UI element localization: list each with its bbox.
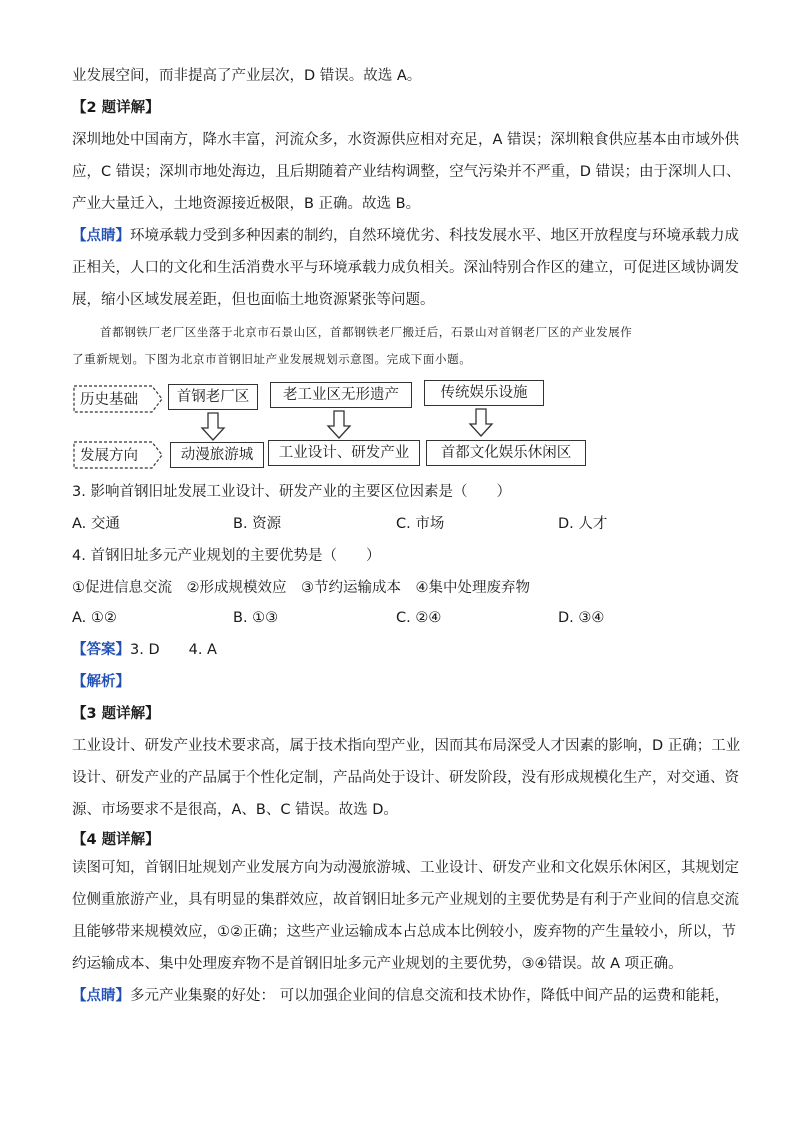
section-heading: 【2 题详解】 <box>72 100 160 116</box>
text-line: 产业大量迁入，土地资源接近极限，B 正确。故选 B。 <box>72 196 421 212</box>
tips-paragraph <box>72 986 732 1006</box>
direction-tag <box>72 440 164 468</box>
box-shougang-old-plant: 首钢老厂区 <box>168 384 258 410</box>
box-industrial-design: 工业设计、研发产业 <box>268 440 420 466</box>
text-line: 约运输成本、集中处理废弃物不是首钢旧址多元产业规划的主要优势，③④错误。故 A 项正确。 <box>72 956 683 972</box>
box-traditional-entertainment: 传统娱乐设施 <box>424 380 544 406</box>
tips-text: 环境承载力受到多种因素的制约，自然环境优劣、科技发展水平、地区开放程度与环境承载力成 <box>130 228 739 244</box>
question-intro: 了重新规划。下图为北京市首钢旧址产业发展规划示意图。完成下面小题。 <box>72 352 472 366</box>
box-anime-tourism-city: 动漫旅游城 <box>170 442 264 468</box>
q3-option-c: C. 市场 <box>396 516 445 532</box>
down-arrow-icon <box>200 412 226 442</box>
q3-option-b: B. 资源 <box>233 516 282 532</box>
section-heading: 【3 题详解】 <box>72 706 160 722</box>
direction-tag-label: 发展方向 <box>80 448 138 464</box>
q4-option-c: C. ②④ <box>396 610 442 626</box>
question-intro: 首都钢铁厂老厂区坐落于北京市石景山区，首都钢铁老厂搬迁后，石景山对首钢老厂区的产业发展作 <box>100 325 633 339</box>
q4-option-b: B. ①③ <box>233 610 279 626</box>
planning-diagram <box>72 380 592 474</box>
text-line: 展，缩小区域发展差距，但也面临土地资源紧张等问题。 <box>72 292 435 308</box>
down-arrow-icon <box>468 408 494 438</box>
answer-line <box>72 640 732 660</box>
box-intangible-heritage: 老工业区无形遗产 <box>270 382 412 408</box>
tips-text: 多元产业集聚的好处： 可以加强企业间的信息交流和技术协作，降低中间产品的运费和能耗， <box>130 988 730 1004</box>
text-line: 位侧重旅游产业，具有明显的集群效应，故首钢旧址多元产业规划的主要优势是有利于产业间的信息交流 <box>72 892 739 908</box>
box-leisure-area: 首都文化娱乐休闲区 <box>426 440 586 466</box>
question-3: 3. 影响首钢旧址发展工业设计、研发产业的主要区位因素是（ ） <box>72 484 511 500</box>
q3-option-a: A. 交通 <box>72 516 120 532</box>
tips-tag: 【点睛】 <box>72 988 130 1004</box>
answer-text: 3. D 4. A <box>130 642 217 658</box>
text-line: 且能够带来规模效应，①②正确；这些产业运输成本占总成本比例较小，废弃物的产生量较小，所以，节 <box>72 924 736 940</box>
text-line: 工业设计、研发产业技术要求高，属于技术指向型产业，因而其布局深受人才因素的影响，D 正确；工业 <box>72 738 741 754</box>
history-tag <box>72 384 164 412</box>
question-4-items: ①促进信息交流 ②形成规模效应 ③节约运输成本 ④集中处理废弃物 <box>72 580 530 596</box>
q3-option-d: D. 人才 <box>558 516 608 532</box>
text-line: 业发展空间，而非提高了产业层次，D 错误。故选 A。 <box>72 68 422 84</box>
tips-paragraph <box>72 226 739 246</box>
history-tag-label: 历史基础 <box>80 392 138 408</box>
down-arrow-icon <box>326 410 352 440</box>
text-line: 读图可知，首钢旧址规划产业发展方向为动漫旅游城、工业设计、研发产业和文化娱乐休闲区，其规划定 <box>72 860 739 876</box>
section-heading: 【4 题详解】 <box>72 832 160 848</box>
answer-tag: 【答案】 <box>72 642 130 658</box>
tips-tag: 【点睛】 <box>72 228 130 244</box>
text-line: 设计、研发产业的产品属于个性化定制，产品尚处于设计、研发阶段，没有形成规模化生产，对交通、资 <box>72 770 739 786</box>
q4-option-a: A. ①② <box>72 610 117 626</box>
text-line: 深圳地处中国南方，降水丰富，河流众多，水资源供应相对充足，A 错误；深圳粮食供应基本由市域外供 <box>72 132 740 148</box>
text-line: 应，C 错误；深圳市地处海边，且后期随着产业结构调整，空气污染并不严重，D 错误；由于深圳人口、 <box>72 164 741 180</box>
analysis-tag: 【解析】 <box>72 674 130 690</box>
q4-option-d: D. ③④ <box>558 610 605 626</box>
text-line: 源、市场要求不是很高，A、B、C 错误。故选 D。 <box>72 802 398 818</box>
text-line: 正相关，人口的文化和生活消费水平与环境承载力成负相关。深汕特别合作区的建立，可促进区域协调发 <box>72 260 739 276</box>
question-4: 4. 首钢旧址多元产业规划的主要优势是（ ） <box>72 548 381 564</box>
